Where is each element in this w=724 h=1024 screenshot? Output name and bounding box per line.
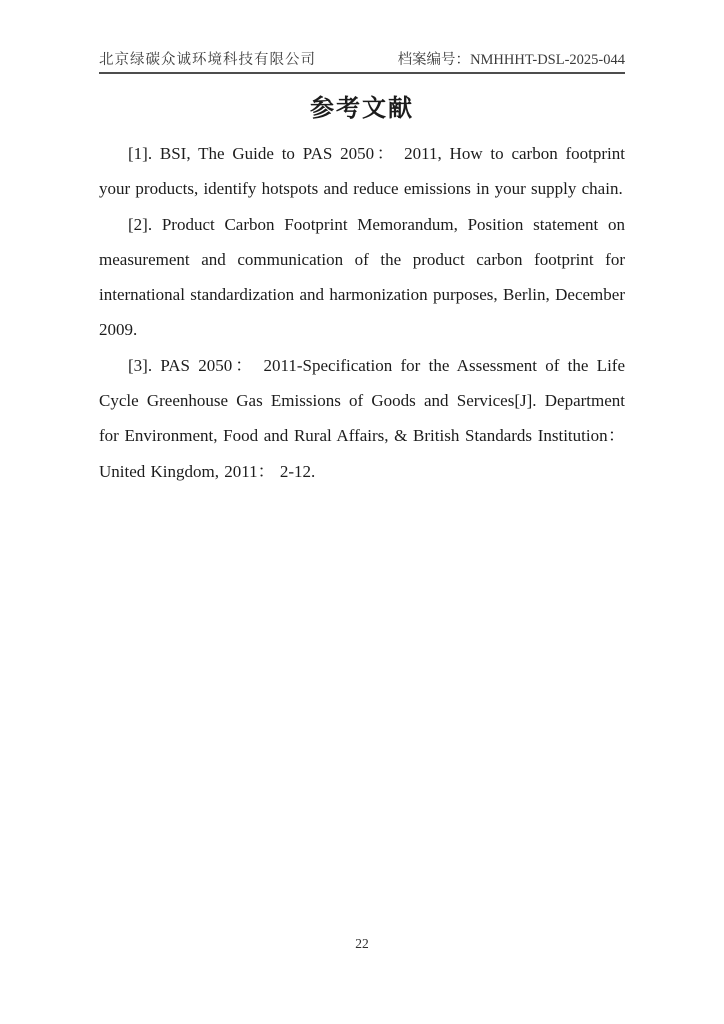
- reference-item-3: [3]. PAS 2050： 2011-Specification for the Assessment of the Life Cycle Greenhouse Gas Emissions of Goods and Services[J]. Department for Environment, Food and Rural Affairs, & British Standards Institution： United Kingdom, 2011： 2-12.: [99, 355, 625, 481]
- doc-number-label: 档案编号：: [397, 52, 471, 68]
- doc-number-value: NMHHHT-DSL-2025-044: [470, 52, 625, 68]
- page-number: 22: [355, 936, 369, 951]
- page-header: [99, 50, 625, 74]
- header-doc-number: [398, 50, 625, 70]
- references-section: [99, 136, 625, 489]
- reference-item-1: [1]. BSI, The Guide to PAS 2050： 2011, How to carbon footprint your products, identify hotspots and reduce emissions in your supply chain.: [99, 144, 625, 199]
- page-footer: [0, 936, 724, 952]
- page-title: 参考文献: [310, 96, 414, 122]
- reference-item-2: [2]. Product Carbon Footprint Memorandum, Position statement on measurement and communication of the product carbon footprint for international standardization and harmonization purposes, Berlin, December 2009.: [99, 214, 625, 340]
- header-company-name: 北京绿碳众诚环境科技有限公司: [99, 52, 316, 68]
